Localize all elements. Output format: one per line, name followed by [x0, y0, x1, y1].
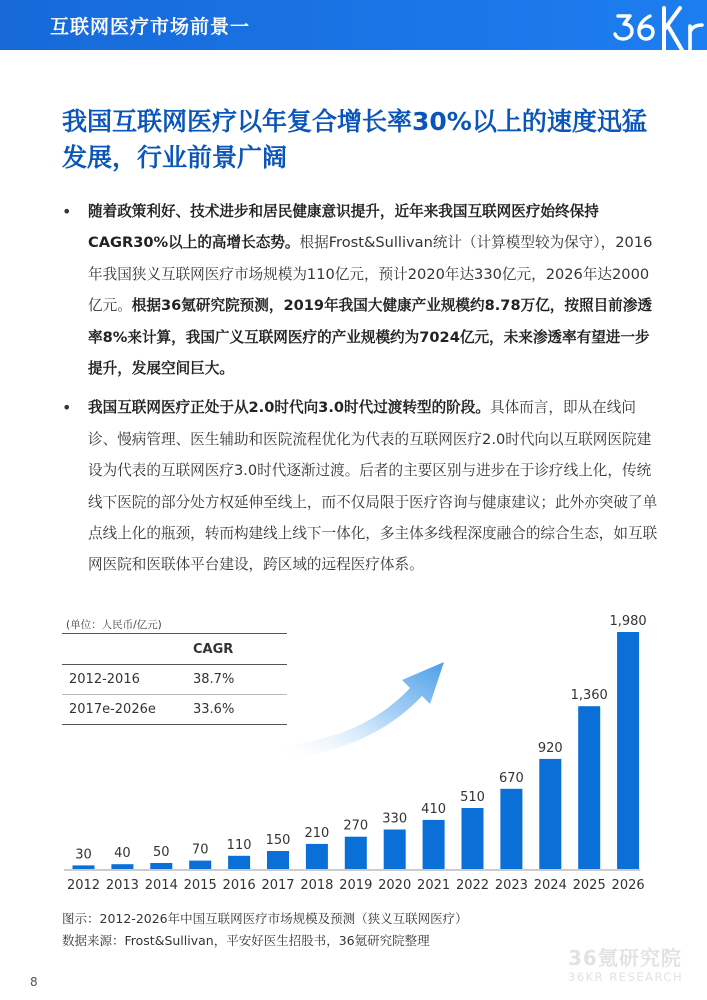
chart-bar-2017 — [267, 851, 289, 869]
chart-data-label: 210 — [304, 825, 330, 841]
cagr-value: 33.6% — [193, 702, 235, 717]
watermark-cn: 36氪研究院 — [568, 946, 682, 970]
chart-data-label: 40 — [114, 846, 131, 862]
chart-data-label: 110 — [226, 837, 252, 853]
chart-bar-2020 — [384, 830, 406, 870]
chart-data-label: 150 — [265, 833, 291, 848]
cagr-table — [62, 633, 287, 725]
chart-x-tick-label: 2019 — [339, 878, 373, 893]
chart-bar-2019 — [345, 837, 367, 869]
chart-data-label: 50 — [153, 845, 170, 860]
figure-caption: 图示：2012-2026年中国互联网医疗市场规模及预测（狭义互联网医疗） — [62, 911, 468, 926]
chart-bar-2023 — [500, 789, 522, 869]
chart-x-tick-label: 2026 — [611, 878, 645, 893]
chart-bar-2015 — [189, 861, 211, 869]
chart-data-label: 1,360 — [570, 688, 608, 704]
chart-data-label: 70 — [191, 842, 209, 858]
table-row — [62, 695, 287, 725]
chart-data-label: 30 — [75, 847, 92, 863]
bullet-text: 根据Frost&Sullivan统计（计算模型较为保守），2016年我国狭义互联网医疗市场规模为110亿元，预计2020年达330亿元，2026年达2000亿元。 — [88, 234, 653, 315]
chart-bar-2018 — [306, 844, 328, 869]
chart-x-tick-label: 2012 — [66, 878, 101, 893]
data-source: 数据来源：Frost&Sullivan，平安好医生招股书，36氪研究院整理 — [62, 933, 430, 948]
chart-x-tick-label: 2020 — [378, 878, 412, 893]
chart-bar-2025 — [578, 706, 600, 869]
chart-x-tick-label: 2014 — [144, 878, 178, 893]
page-number: 8 — [30, 975, 38, 989]
chart-data-label: 410 — [421, 801, 447, 817]
chart-bar-2014 — [150, 863, 172, 869]
chart-data-label: 270 — [343, 818, 369, 834]
header-bar — [0, 0, 707, 50]
chart-bar-2013 — [111, 864, 133, 869]
watermark-en: 36KR RESEARCH — [568, 970, 684, 984]
growth-arrow-icon — [286, 662, 444, 758]
cagr-value: 38.7% — [193, 672, 235, 687]
bullet-dot-icon: • — [62, 398, 72, 418]
chart-x-tick-label: 2013 — [105, 878, 139, 893]
chart-data-label: 670 — [498, 770, 524, 786]
chart-data-label: 1,980 — [609, 614, 647, 629]
chart-data-label: 920 — [537, 740, 563, 756]
bullet-text-bold: 根据36氪研究院预测，2019年我国大健康产业规模约8.78万亿，按照目前渗透率8%来计算，我国广义互联网医疗的产业规模约为7024亿元，未来渗透率有望进一步提升，发展空间巨大。 — [88, 297, 652, 378]
bullet-text-bold: 我国互联网医疗正处于从2.0时代向3.0时代过渡转型的阶段。 — [88, 399, 490, 417]
chart-bar-2021 — [423, 820, 445, 869]
chart-x-tick-label: 2025 — [572, 878, 606, 893]
section-title: 互联网医疗市场前景一 — [50, 16, 251, 38]
table-row — [62, 665, 287, 695]
chart-x-tick-label: 2017 — [261, 878, 295, 893]
chart-x-tick-label: 2015 — [183, 878, 217, 893]
bullet-text-bold: 随着政策利好、技术进步和居民健康意识提升，近年来我国互联网医疗始终保持CAGR30%以上的高增长态势。 — [88, 203, 599, 252]
chart-data-label: 330 — [382, 811, 408, 827]
bullet-dot-icon: • — [62, 202, 72, 221]
chart-x-tick-label: 2024 — [533, 878, 567, 893]
chart-x-tick-label: 2022 — [455, 878, 490, 893]
cagr-period: 2012-2016 — [69, 672, 140, 687]
cagr-table-header — [62, 633, 287, 665]
chart-unit-label: (单位：人民币/亿元) — [66, 619, 162, 631]
bullet-item — [62, 392, 662, 580]
chart-bar-2026 — [617, 632, 639, 869]
page-headline: 我国互联网医疗以年复合增长率30%以上的速度迅猛发展，行业前景广阔 — [62, 107, 647, 172]
bullet-text: 具体而言，即从在线问诊、慢病管理、医生辅助和医院流程优化为代表的互联网医疗2.0时代向以互联网医院建设为代表的互联网医疗3.0时代逐渐过渡。后者的主要区别与进步在于诊疗线上化，传统线下医院的部分处方权延伸至线上，而不仅局限于医疗咨询与健康建议；此外亦突破了单点线上化的瓶颈，转而构建线上线下一体化，多主体多线程深度融合的综合生态，如互联网医院和医联体平台建设，跨区域的远程医疗体系。 — [88, 399, 658, 574]
chart-x-tick-label: 2021 — [417, 878, 451, 893]
cagr-period: 2017e-2026e — [69, 702, 156, 717]
chart-bar-2024 — [539, 759, 561, 869]
chart-x-tick-label: 2018 — [300, 878, 334, 893]
brand-logo — [604, 0, 707, 50]
bullet-list — [62, 196, 662, 589]
chart-data-label: 510 — [460, 790, 485, 805]
cagr-header-label: CAGR — [193, 642, 234, 657]
chart-bar-2016 — [228, 856, 250, 869]
chart-x-tick-label: 2023 — [494, 878, 528, 893]
bullet-item — [62, 196, 662, 384]
chart-bar-2012 — [73, 865, 95, 869]
chart-x-tick-label: 2016 — [222, 878, 256, 893]
chart-bar-2022 — [462, 808, 484, 869]
